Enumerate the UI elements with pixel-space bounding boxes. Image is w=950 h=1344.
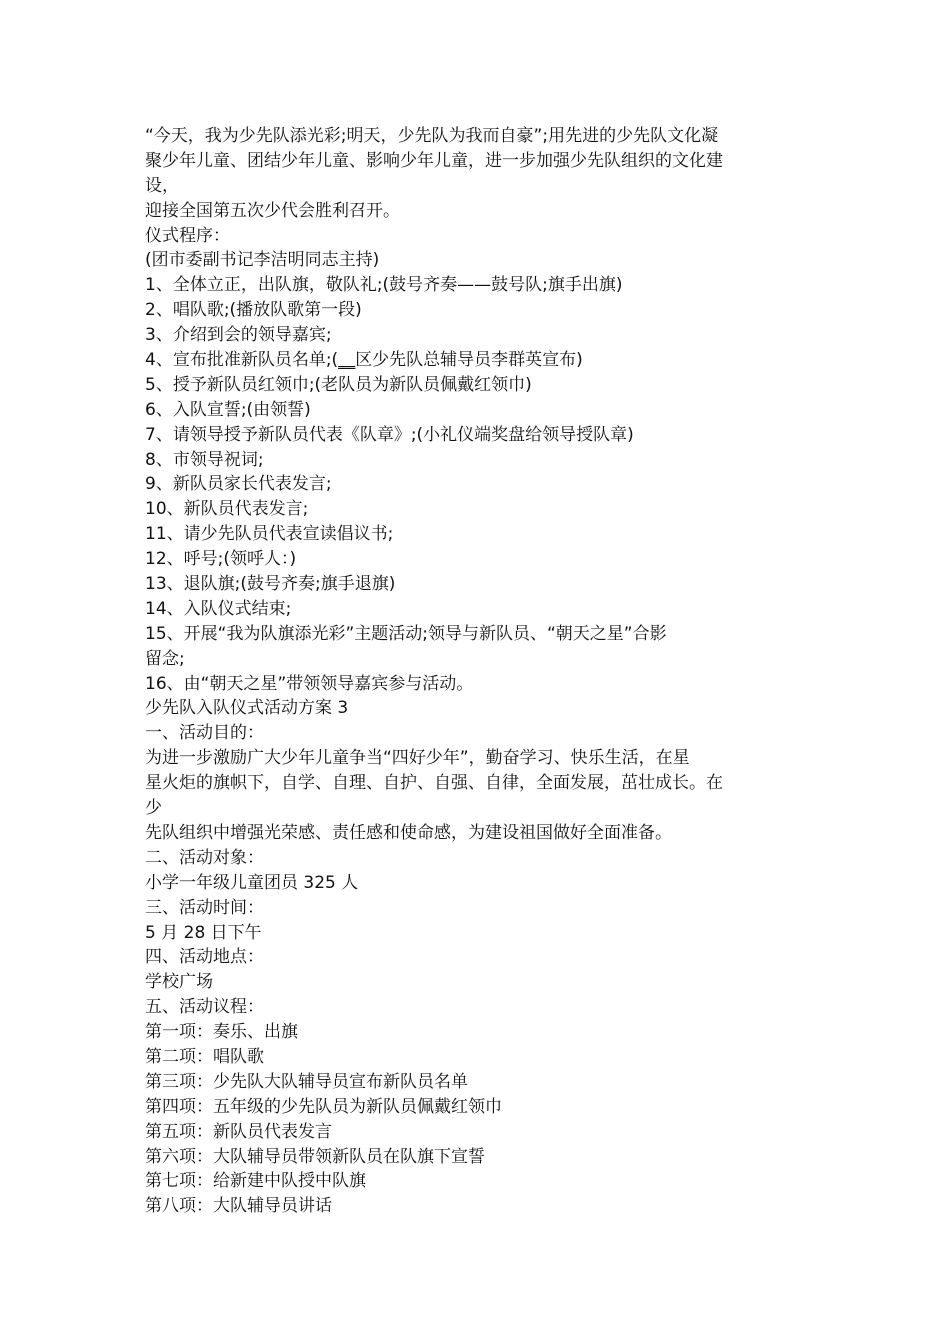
agenda-item: 第六项：大队辅导员带领新队员在队旗下宣誓 [145, 1146, 485, 1167]
agenda-item: 第一项：奏乐、出旗 [145, 1022, 298, 1043]
section-heading: 四、活动地点： [145, 947, 264, 968]
agenda-item: 第八项：大队辅导员讲话 [145, 1196, 332, 1217]
list-item: 14、入队仪式结束; [145, 598, 292, 619]
text-line: 迎接全国第五次少代会胜利召开。 [145, 200, 400, 221]
list-item: 7、请领导授予新队员代表《队章》;(小礼仪端奖盘给领导授队章) [145, 424, 634, 445]
section-heading: 五、活动议程： [145, 997, 264, 1018]
agenda-item: 第三项：少先队大队辅导员宣布新队员名单 [145, 1071, 468, 1092]
list-item: 12、呼号;(领呼人：) [145, 549, 297, 570]
list-item: 2、唱队歌;(播放队歌第一段) [145, 300, 362, 321]
agenda-item: 第五项：新队员代表发言 [145, 1121, 332, 1142]
text-line: 聚少年儿童、团结少年儿童、影响少年儿童，进一步加强少先队组织的文化建 [145, 150, 723, 171]
list-item: 15、开展“我为队旗添光彩”主题活动;领导与新队员、“朝天之星”合影 [145, 623, 667, 644]
text-line: 留念; [145, 648, 185, 669]
section-heading: 仪式程序： [145, 225, 230, 246]
agenda-item: 第二项：唱队歌 [145, 1046, 264, 1067]
list-item: 6、入队宣誓;(由领誓) [145, 399, 311, 420]
list-item: 16、由“朝天之星”带领领导嘉宾参与活动。 [145, 673, 474, 694]
blank-underline: __ [338, 350, 356, 371]
list-item: 3、介绍到会的领导嘉宾; [145, 325, 332, 346]
list-item: 5、授予新队员红领巾;(老队员为新队员佩戴红领巾) [145, 374, 532, 395]
list-item-text: 区少先队总辅导员李群英宣布) [355, 350, 583, 371]
section-heading: 三、活动时间： [145, 897, 264, 918]
text-line: (团市委副书记李洁明同志主持) [145, 250, 380, 271]
list-item: 8、市领导祝词; [145, 449, 264, 470]
text-line: 少 [145, 798, 162, 819]
agenda-item: 第四项：五年级的少先队员为新队员佩戴红领巾 [145, 1096, 502, 1117]
section-title: 少先队入队仪式活动方案 3 [145, 698, 349, 719]
text-line: 学校广场 [145, 972, 213, 993]
list-item-text: 4、宣布批准新队员名单;( [145, 350, 339, 371]
list-item: 1、全体立正，出队旗，敬队礼;(鼓号齐奏——鼓号队;旗手出旗) [145, 275, 623, 296]
text-line: 星火炬的旗帜下，自学、自理、自护、自强、自律，全面发展，茁壮成长。在 [145, 773, 723, 794]
document-body [145, 124, 815, 1219]
list-item: 11、请少先队员代表宣读倡议书; [145, 524, 394, 545]
agenda-item: 第七项：给新建中队授中队旗 [145, 1171, 366, 1192]
section-heading: 二、活动对象： [145, 847, 264, 868]
text-line: 为进一步激励广大少年儿童争当“四好少年”，勤奋学习、快乐生活，在星 [145, 748, 690, 769]
list-item [145, 348, 815, 373]
text-line: 5 月 28 日下午 [145, 922, 262, 943]
section-heading: 一、活动目的： [145, 723, 264, 744]
list-item: 13、退队旗;(鼓号齐奏;旗手退旗) [145, 574, 396, 595]
text-line: 小学一年级儿童团员 325 人 [145, 872, 359, 893]
text-line: 设， [145, 175, 179, 196]
text-line: “今天，我为少先队添光彩;明天，少先队为我而自豪”;用先进的少先队文化凝 [145, 126, 719, 146]
list-item: 10、新队员代表发言; [145, 499, 309, 520]
text-line: 先队组织中增强光荣感、责任感和使命感，为建设祖国做好全面准备。 [145, 822, 672, 843]
list-item: 9、新队员家长代表发言; [145, 474, 332, 495]
